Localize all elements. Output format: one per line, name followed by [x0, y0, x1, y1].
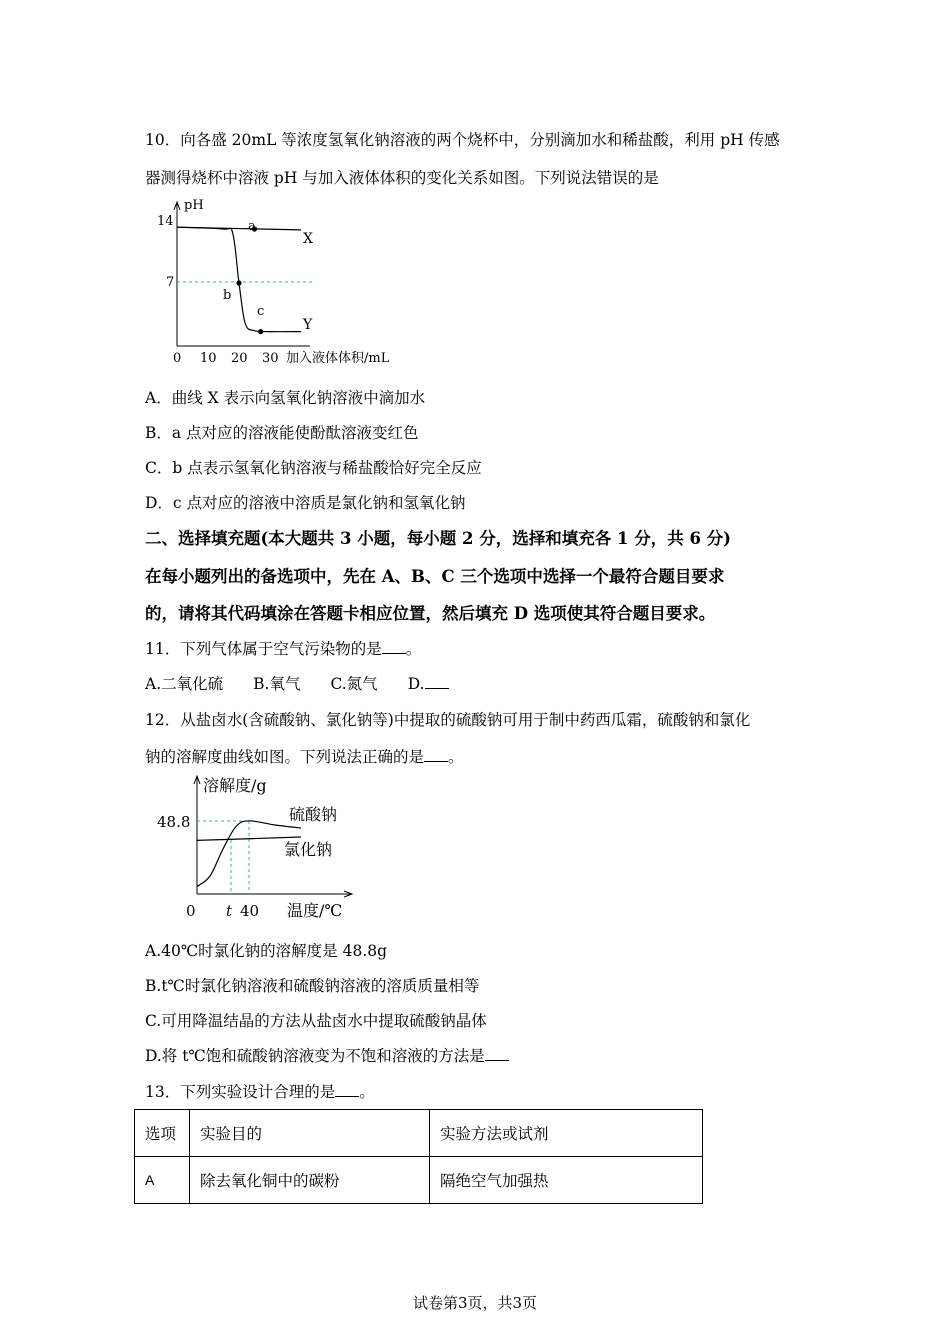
ph-y-label: pH [184, 198, 204, 213]
sol-y-label: 溶解度/g [203, 776, 267, 795]
sol-series-na2so4-label: 硫酸钠 [289, 805, 338, 824]
q13-answer-blank [335, 1082, 359, 1097]
ph-point-c-label: c [257, 304, 265, 319]
q12-option-c: C.可用降温结晶的方法从盐卤水中提取硫酸钠晶体 [145, 1012, 487, 1030]
q11-option-d-blank [425, 674, 449, 689]
q12-option-b: B.t℃时氯化钠溶液和硫酸钠溶液的溶质质量相等 [145, 977, 480, 995]
table-cell-method: 隔绝空气加强热 [430, 1157, 703, 1204]
ph-series-second-line [177, 227, 301, 331]
q13-stem-end: 。 [359, 1083, 375, 1101]
table-header-option: 选项 [135, 1110, 190, 1157]
section2-instructions-1: 在每小题列出的备选项中，先在 A、B、C 三个选项中选择一个最符合题目要求 [145, 567, 725, 586]
ph-point-b-label: b [223, 288, 232, 303]
table-row [135, 1157, 703, 1204]
ph-tick-7: 7 [166, 275, 175, 290]
q13-table [134, 1109, 703, 1204]
ph-series-x-label: X [303, 231, 313, 247]
q12-option-d [145, 1044, 509, 1066]
q12-line2 [145, 745, 464, 767]
q11-option-b: B.氧气 [253, 675, 301, 693]
table-header-row [135, 1110, 703, 1157]
q13-stem-text: 13．下列实验设计合理的是 [145, 1083, 336, 1101]
ph-point-b [236, 280, 241, 285]
q11-stem [145, 637, 421, 659]
q10-option-b: B．a 点对应的溶液能使酚酞溶液变红色 [145, 424, 419, 442]
solubility-chart [155, 772, 365, 922]
q13-stem [145, 1080, 375, 1102]
table-cell-option: A [135, 1157, 190, 1204]
sol-xtick-0: 0 [186, 902, 196, 920]
q11-option-c: C.氮气 [330, 675, 378, 693]
q11-answer-blank [382, 639, 406, 654]
sol-xtick-t: t [226, 902, 233, 920]
q12-answer-blank [424, 747, 448, 762]
ph-xtick-20: 20 [231, 351, 248, 366]
q12-line2-end: 。 [448, 748, 464, 766]
q11-option-d: D. [407, 675, 425, 693]
section2-heading: 二、选择填充题(本大题共 3 小题，每小题 2 分，选择和填充各 1 分，共 6 分) [145, 529, 731, 548]
sol-ytick-48.8: 48.8 [157, 813, 191, 831]
ph-x-label: 加入液体体积/mL [286, 351, 390, 366]
q11-stem-text: 11．下列气体属于空气污染物的是 [145, 640, 382, 658]
q10-option-d: D．c 点对应的溶液中溶质是氯化钠和氢氧化钠 [145, 494, 466, 512]
q10-option-a: A．曲线 X 表示向氢氧化钠溶液中滴加水 [145, 389, 426, 407]
ph-chart [150, 196, 420, 368]
q12-line1: 12．从盐卤水(含硫酸钠、氯化钠等)中提取的硫酸钠可用于制中药西瓜霜，硫酸钠和氯化 [145, 711, 751, 729]
ph-xtick-30: 30 [262, 351, 279, 366]
q10-option-c: C．b 点表示氢氧化钠溶液与稀盐酸恰好完全反应 [145, 459, 482, 477]
q11-option-a: A.二氧化硫 [145, 675, 224, 693]
q11-stem-end: 。 [405, 640, 422, 658]
q12-option-a: A.40℃时氯化钠的溶解度是 48.8g [145, 942, 388, 960]
ph-xtick-0: 0 [173, 351, 182, 366]
q10-line1: 10．向各盛 20mL 等浓度氢氧化钠溶液的两个烧杯中，分别滴加水和稀盐酸，利用 pH 传感 [145, 131, 780, 149]
ph-point-a-label: a [248, 219, 256, 234]
table-header-method: 实验方法或试剂 [430, 1110, 703, 1157]
sol-xtick-40: 40 [240, 902, 260, 920]
q12-line2-text: 钠的溶解度曲线如图。下列说法正确的是 [145, 748, 425, 766]
ph-series-y-label: Y [303, 317, 313, 333]
ph-tick-14: 14 [157, 214, 174, 229]
section2-instructions-2: 的，请将其代码填涂在答题卡相应位置，然后填充 D 选项使其符合题目要求。 [145, 604, 716, 623]
q12-option-d-blank [485, 1046, 509, 1061]
q10-line2: 器测得烧杯中溶液 pH 与加入液体体积的变化关系如图。下列说法错误的是 [145, 169, 659, 187]
q12-option-d-text: D.将 t℃饱和硫酸钠溶液变为不饱和溶液的方法是 [145, 1047, 485, 1065]
page-footer: 试卷第3页，共3页 [412, 1294, 538, 1312]
table-header-purpose: 实验目的 [190, 1110, 430, 1157]
table-cell-purpose: 除去氧化铜中的碳粉 [190, 1157, 430, 1204]
sol-series-nacl-label: 氯化钠 [284, 840, 333, 859]
q11-options [145, 672, 449, 694]
sol-x-label: 温度/℃ [287, 901, 343, 920]
ph-xtick-10: 10 [200, 351, 217, 366]
ph-point-c [258, 329, 263, 334]
